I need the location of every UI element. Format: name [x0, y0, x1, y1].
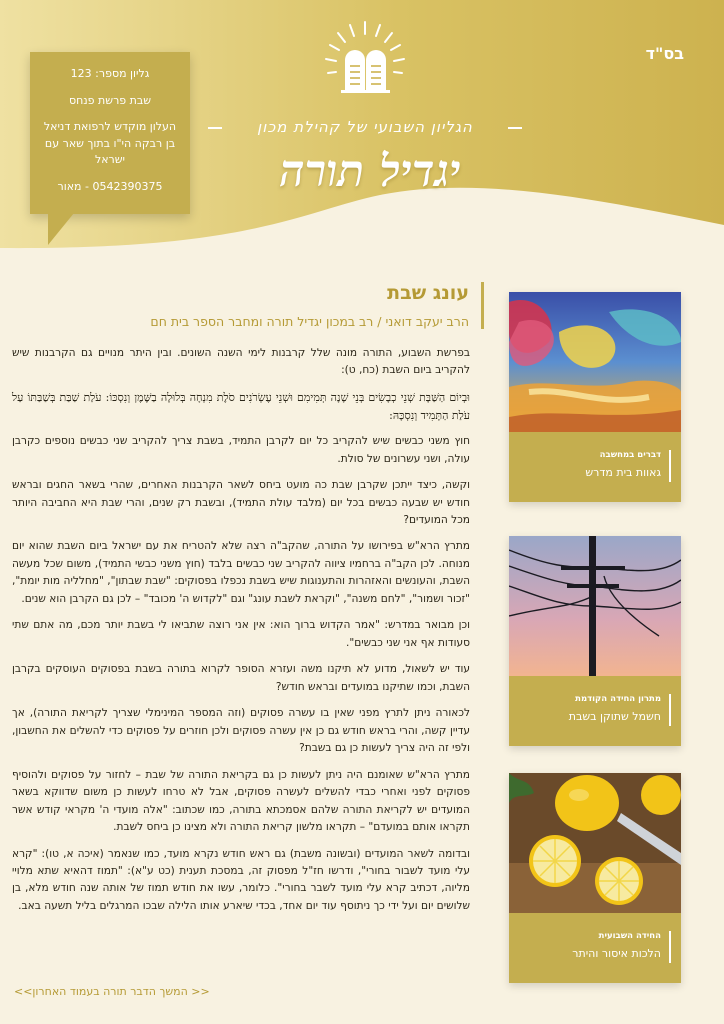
issue-number: גליון מספר: 123: [70, 67, 150, 80]
article-paragraph: מתרץ הרא"ש שאומנם היה ניתן לעשות כן גם בקריאת התורה של שבת – לחזור על פסוקים ולהוסיף פסוקים לפני ואחרי כבדי להשלים לעשרה פסוקים, אבל לא טרחו לעשות כן משום שדווקא בשאר המועדים יש לקריאת התורה שלהם אסמכתא בתורה, כמו שכתוב: "אלה מועדי ה' מקראי קודש אשר תקראו אותם במועדם" – תקראו מלשון קריאת התורה ולא מצינו כן ביחס לשבת.: [12, 768, 470, 834]
feature-card-riddle-answer[interactable]: [509, 536, 681, 746]
article-paragraph: וקשה, כיצד ייתכן שקרבן שבת כה מועט ביחס לשאר הקרבנות האחרים, שהרי בשאר החגים ובראש חודש יש שבעה כבשים בכל יום (מלבד עולת התמיד), ובשבת רק שנים, והרי שבת היא החביבה היותר מכל המועדים?: [12, 479, 470, 526]
contact-phone: 0542390375 - מאור: [57, 179, 163, 193]
power-lines-image: [509, 536, 681, 676]
card-category: החידה השבועית: [598, 931, 661, 941]
article-title: עונג שבת: [387, 282, 469, 304]
masthead-title: יגדיל תורה: [279, 146, 461, 197]
article-author: הרב יעקב דואני / רב במכון יגדיל תורה ומחבר הספר בית חם: [150, 314, 469, 329]
continued-link[interactable]: << המשך הדבר תורה בעמוד האחרון>>: [14, 985, 210, 998]
card-caption: [509, 913, 681, 983]
article-paragraph: בפרשת השבוע, התורה מונה שלל קרבנות לימי השנה השונים. ובין היתר מנויים גם הקרבנות שיש להקריב ביום השבת (כח, ט):: [12, 347, 470, 377]
card-title: הלכות איסור והיתר: [572, 947, 661, 960]
article-paragraph: מתרץ הרא"ש בפירושו על התורה, שהקב"ה רצה שלא להטריח את עם ישראל ביום השבת שהוא יום מנוחה. לכן הקב"ה ברחמיו ציווה להקריב שני כבשים בלבד (חוץ משני כבשי התמיד), משום שכל מעשה השבת, והעונשים והאזהרות והתענוגות שיש בשבת נכפלו בפסוקים: "שבת שבתון", "מחלליה מות יומת", "זכור ושמור", "לחם משנה", "וקראת לשבת עונג" וגם "לקדוש ה' מכובד" – לכן גם הקרבן הוא שנים.: [12, 540, 470, 605]
card-title: חשמל שתוקן בשבת: [568, 710, 661, 723]
header-tagline: הגליון השבועי של קהילת מכון: [230, 118, 500, 136]
article-paragraph: עוד יש לשאול, מדוע לא תיקנו משה ועזרא הסופר לקרוא בתורה בשבת בפסוקים העוסקים בקרבן השבת, וכמו שתיקנו במועדים ובראש חודש?: [12, 663, 470, 693]
dedication-text: העלון מוקדש לרפואת דניאל בן רבקה הי"ו בתוך שאר עם ישראל: [43, 120, 177, 166]
card-caption: [509, 676, 681, 746]
article-paragraph: ובדומה לשאר המועדים (ובשונה משבת) גם ראש חודש נקרא מועד, כמו שנאמר (איכה א, טו): "קרא עלי מועד לשבור בחורי", ודרשו חז"ל מפסוק זה, במסכת תענית (כט ע"א): "תמוז דהאיא שתא מלויי מליוה, דכתיב קרא עלי מועד לשבר בחורי". כלומר, עשו את חודש תמוז של אותה שנה חודש מלא, בן שלושים יום ועל ידי כך ניתוסף עוד יום אחד, בכדי שיארע אותו הלילה שבכו המרגלים בליל תשעה באב.: [12, 847, 470, 912]
tablets-logo-icon: [322, 18, 408, 104]
lemons-image: [509, 773, 681, 913]
issue-info-box: [30, 52, 190, 214]
article-paragraph: וכן מבואר במדרש: "אמר הקדוש ברוך הוא: אין אני רוצה שתביאו לי בשבת יותר מכם, מה אתם שתי סעודות אף אני שני כבשים".: [12, 619, 470, 649]
feature-card-thought[interactable]: [509, 292, 681, 502]
card-title: גאוות בית מדרש: [585, 466, 661, 479]
bsd-mark: בס"ד: [645, 44, 684, 63]
sky-painting-image: [509, 292, 681, 432]
article-paragraph: חוץ משני כבשים שיש להקריב כל יום לקרבן התמיד, בשבת צריך להקריב שני כבשים נוספים כקרבן עולה, ושני עשרונים של סולת.: [12, 435, 470, 465]
card-category: דברים במחשבה: [599, 450, 661, 460]
article-paragraph: לכאורה ניתן לתרץ מפני שאין בו עשרה פסוקים (וזה המספר המינימלי שצריך לקריאת התורה), אך עדיין קשה, והרי בראש חודש גם כן אין עשרה פסוקים ולכן חוזרים על פסוקים כדי להשלים את החשבון, ולפי זה היה צריך לעשות כן גם בשבת?: [12, 707, 470, 755]
main-article: [12, 282, 470, 924]
info-box-tail: [48, 213, 74, 245]
feature-card-weekly-riddle[interactable]: [509, 773, 681, 983]
parasha-name: שבת פרשת פנחס: [68, 93, 152, 107]
article-verse: וּבְיוֹם הַשַּׁבָּת שְׁנֵי כְבָשִׂים בְּנֵי שָׁנָה תְּמִימִם וּשְׁנֵי עֶשְׂרֹנִים סֹלֶת מִנְחָה בְּלוּלָה בַשֶּׁמֶן וְנִסְכּוֹ: עֹלַת שַׁבַּת בְּשַׁבַּתּוֹ עַל עֹלַת הַתָּמִיד וְנִסְכָּהּ:: [12, 390, 470, 422]
card-category: מתרון החידה הקודמת: [575, 694, 661, 704]
article-header: [12, 282, 484, 329]
card-caption: [509, 432, 681, 502]
